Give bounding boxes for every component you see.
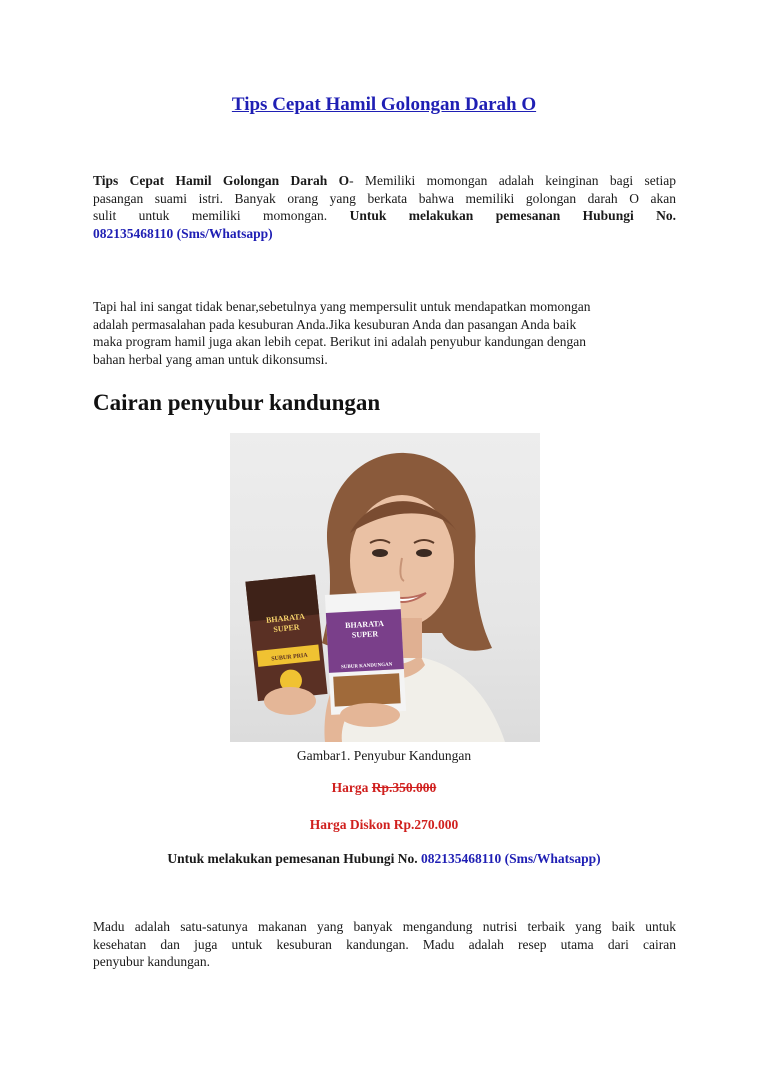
intro-line-1: [93, 172, 676, 190]
product-photo: [230, 433, 540, 742]
section-heading: Cairan penyubur kandungan: [93, 390, 381, 415]
right-box-brand-1: BHARATA: [344, 618, 385, 630]
intro-line-3: [93, 207, 676, 225]
paragraph-2-line-3: maka program hamil juga akan lebih cepat. Berikut ini adalah penyubur kandungan dengan: [93, 334, 586, 349]
woman-holding-products-illustration: [230, 433, 540, 742]
old-price: Rp.350.000: [371, 780, 437, 795]
intro-line-2: pasangan suami istri. Banyak orang yang berkata bahwa memiliki golongan darah O akan: [93, 190, 676, 206]
left-box-brand-2: SUPER: [272, 622, 300, 635]
right-box-label: SUBUR KANDUNGAN: [340, 662, 393, 671]
paragraph-3: [93, 918, 676, 971]
paragraph-2-line-1: Tapi hal ini sangat tidak benar,sebetulnya yang mempersulit untuk mendapatkan momongan: [93, 299, 591, 314]
left-box-label: SUBUR PRIA: [271, 652, 309, 663]
discount-price: Harga Diskon Rp.270.000: [309, 817, 459, 832]
left-box-brand-1: BHARATA: [265, 611, 306, 625]
order-line: [0, 851, 768, 867]
paragraph-3-line-3: penyubur kandungan.: [93, 954, 210, 969]
document-title[interactable]: Tips Cepat Hamil Golongan Darah O: [231, 94, 537, 115]
figure-caption: Gambar1. Penyubur Kandungan: [296, 748, 472, 763]
price-line: [0, 780, 768, 796]
paragraph-3-line-2: kesehatan dan juga untuk kesuburan kandungan. Madu adalah resep utama dari cairan: [93, 936, 676, 952]
order-text: Untuk melakukan pemesanan Hubungi No.: [167, 851, 418, 866]
intro-contact-link[interactable]: 082135468110 (Sms/Whatsapp): [93, 225, 273, 241]
paragraph-2: [93, 298, 676, 368]
paragraph-2-line-4: bahan herbal yang aman untuk dikonsumsi.: [93, 351, 328, 367]
paragraph-3-line-1: Madu adalah satu-satunya makanan yang banyak mengandung nutrisi terbaik yang baik untuk: [93, 919, 676, 934]
intro-paragraph: [93, 172, 676, 242]
intro-lead-bold: Tips Cepat Hamil Golongan Darah O: [93, 173, 350, 188]
intro-line-1-rest: - Memiliki momongan adalah keinginan bagi setiap: [349, 173, 676, 188]
intro-line-3-plain: sulit untuk memiliki momongan.: [93, 208, 328, 223]
intro-order-text: Untuk melakukan pemesanan Hubungi No.: [349, 208, 677, 223]
order-contact-link[interactable]: 082135468110 (Sms/Whatsapp): [420, 851, 601, 866]
right-box-brand-2: SUPER: [351, 629, 379, 640]
price-label: Harga: [331, 780, 369, 795]
paragraph-2-line-2: adalah permasalahan pada kesuburan Anda.Jika kesuburan Anda dan pasangan Anda baik: [93, 316, 577, 332]
